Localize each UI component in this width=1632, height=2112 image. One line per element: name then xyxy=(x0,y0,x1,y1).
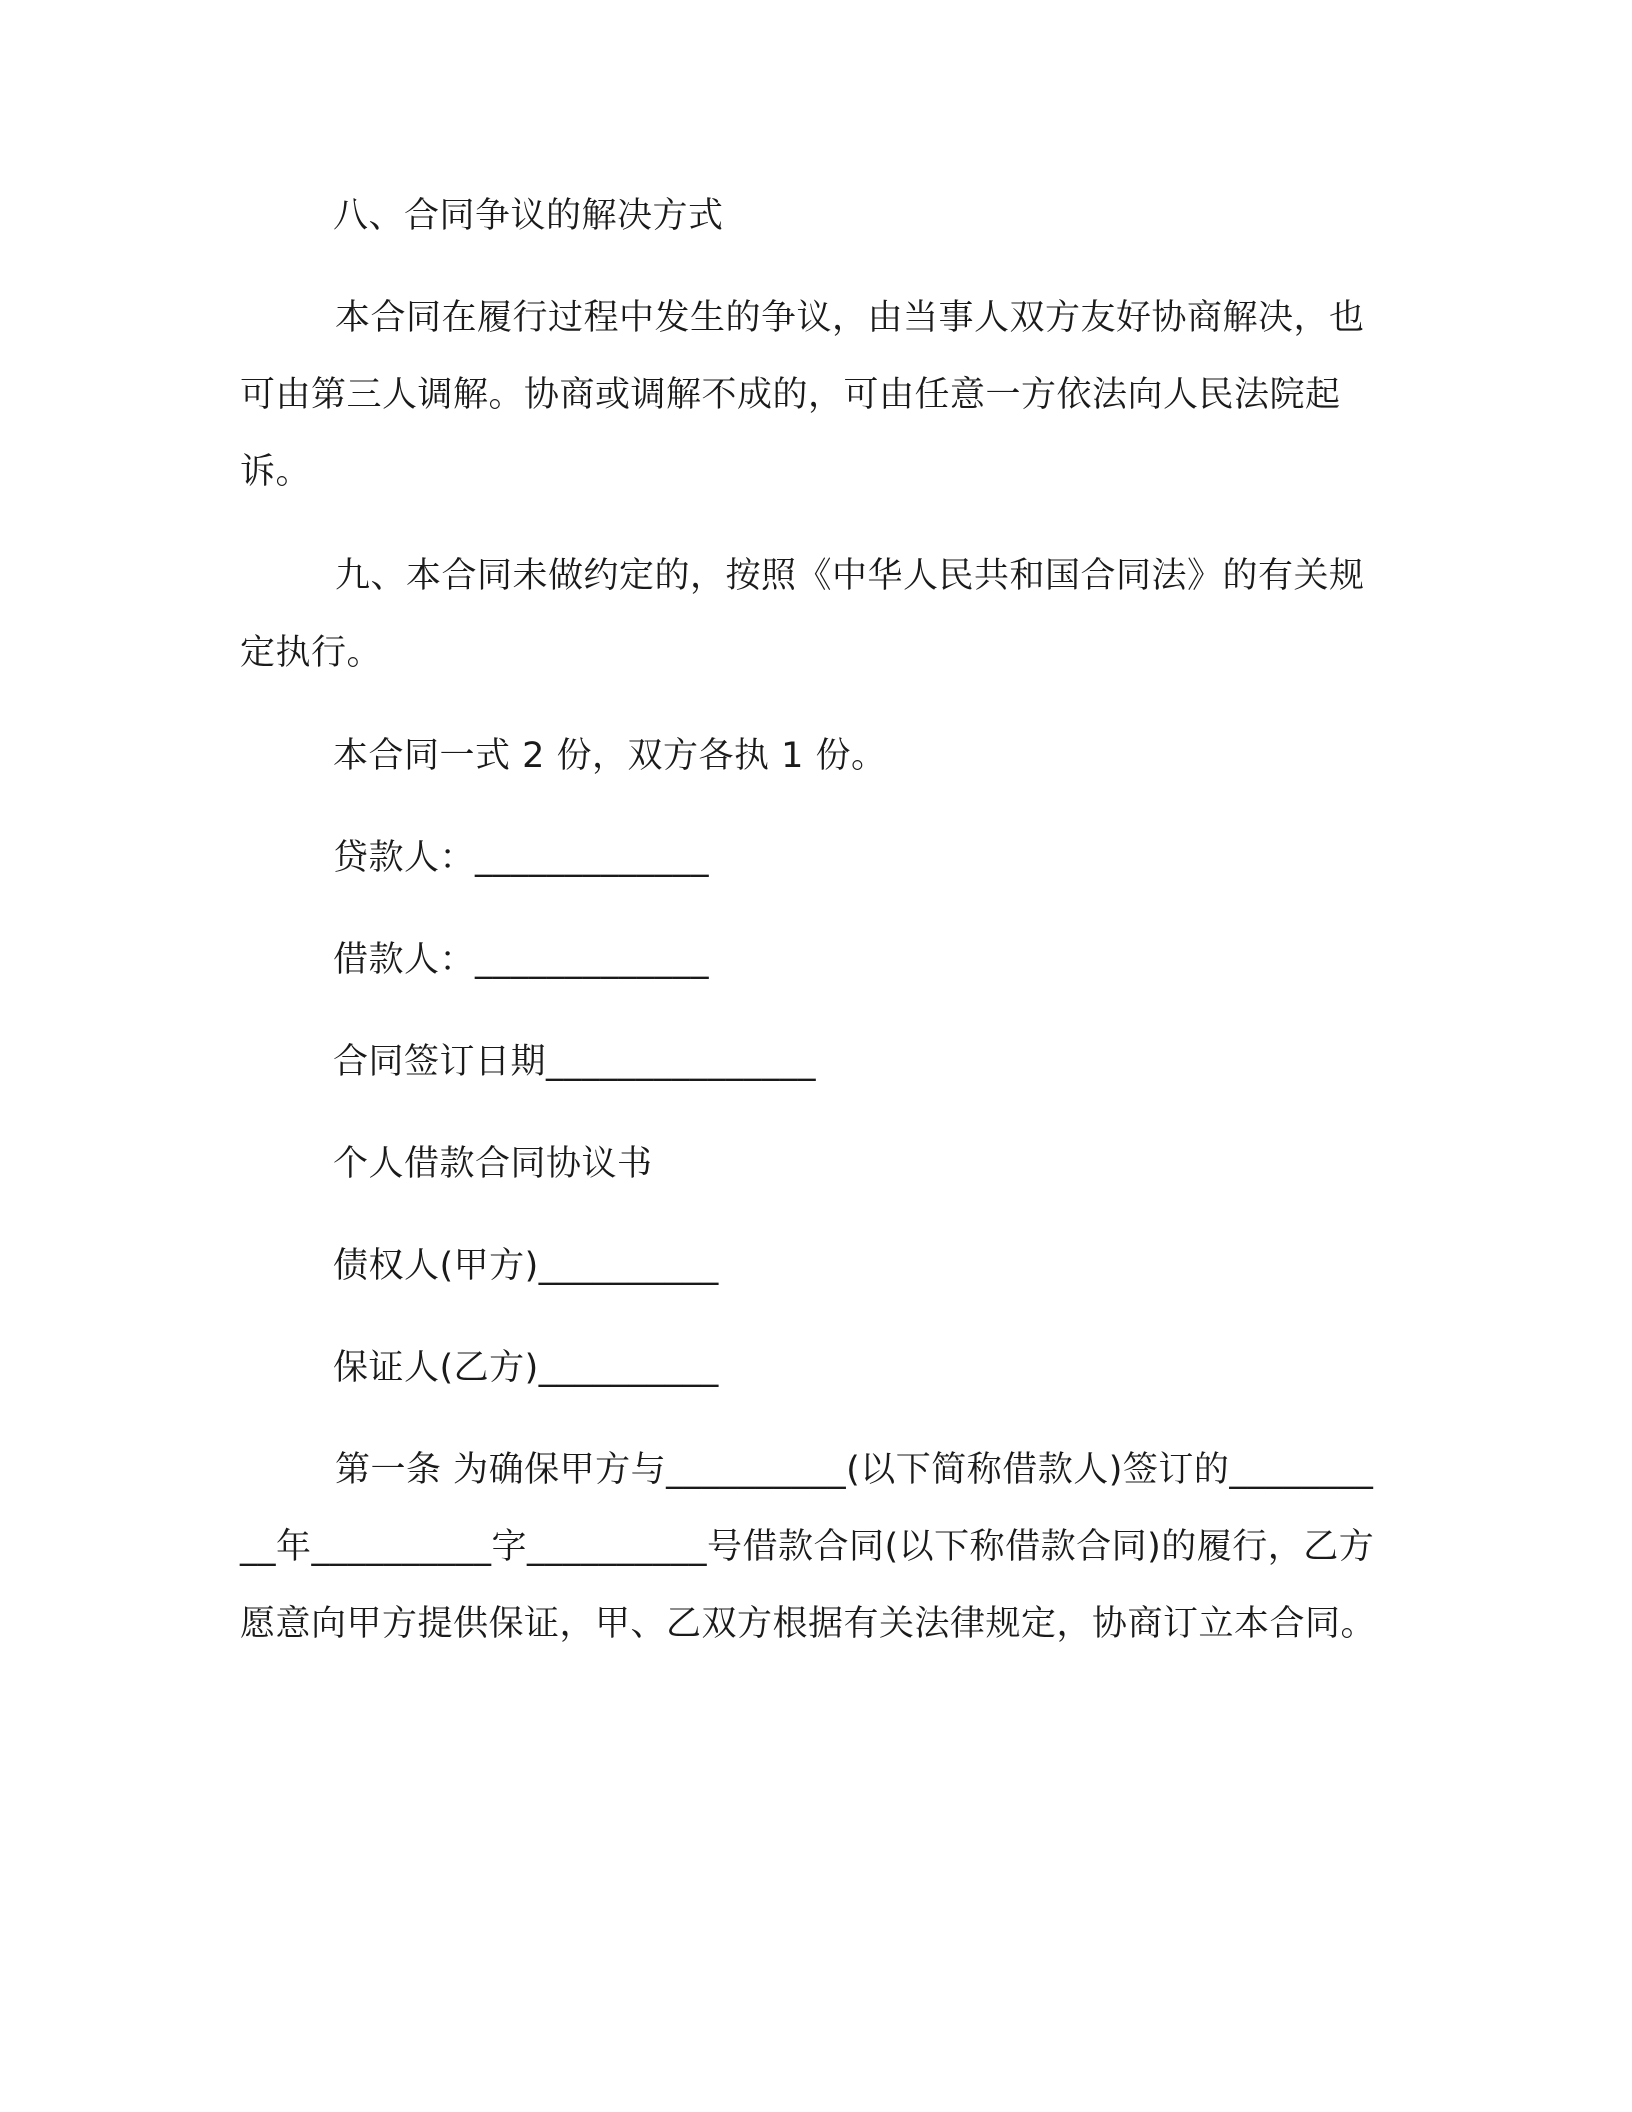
section-heading-8: 八、合同争议的解决方式 xyxy=(333,196,724,236)
guarantor-line: 保证人(乙方)__________ xyxy=(333,1348,719,1388)
borrower-signature-line: 借款人：_____________ xyxy=(333,940,710,980)
paragraph-section-9: 九、本合同未做约定的，按照《中华人民共和国合同法》的有关规定执行。 xyxy=(240,556,1365,673)
agreement-title: 个人借款合同协议书 xyxy=(333,1144,653,1184)
lender-signature-line: 贷款人：_____________ xyxy=(333,838,710,878)
article-1-paragraph: 第一条 为确保甲方与__________(以下简称借款人)签订的__________年__________字__________号借款合同(以下称借款合同)的履行，乙方愿意向甲方提供保证，甲、乙双方根据有关法律规定，协商订立本合同。 xyxy=(240,1450,1377,1644)
paragraph-dispute-resolution: 本合同在履行过程中发生的争议，由当事人双方友好协商解决，也可由第三人调解。协商或调解不成的，可由任意一方依法向人民法院起诉。 xyxy=(240,298,1365,492)
creditor-line: 债权人(甲方)__________ xyxy=(333,1246,719,1286)
copies-statement: 本合同一式 2 份，双方各执 1 份。 xyxy=(333,736,887,776)
signing-date-line: 合同签订日期_______________ xyxy=(333,1042,817,1082)
